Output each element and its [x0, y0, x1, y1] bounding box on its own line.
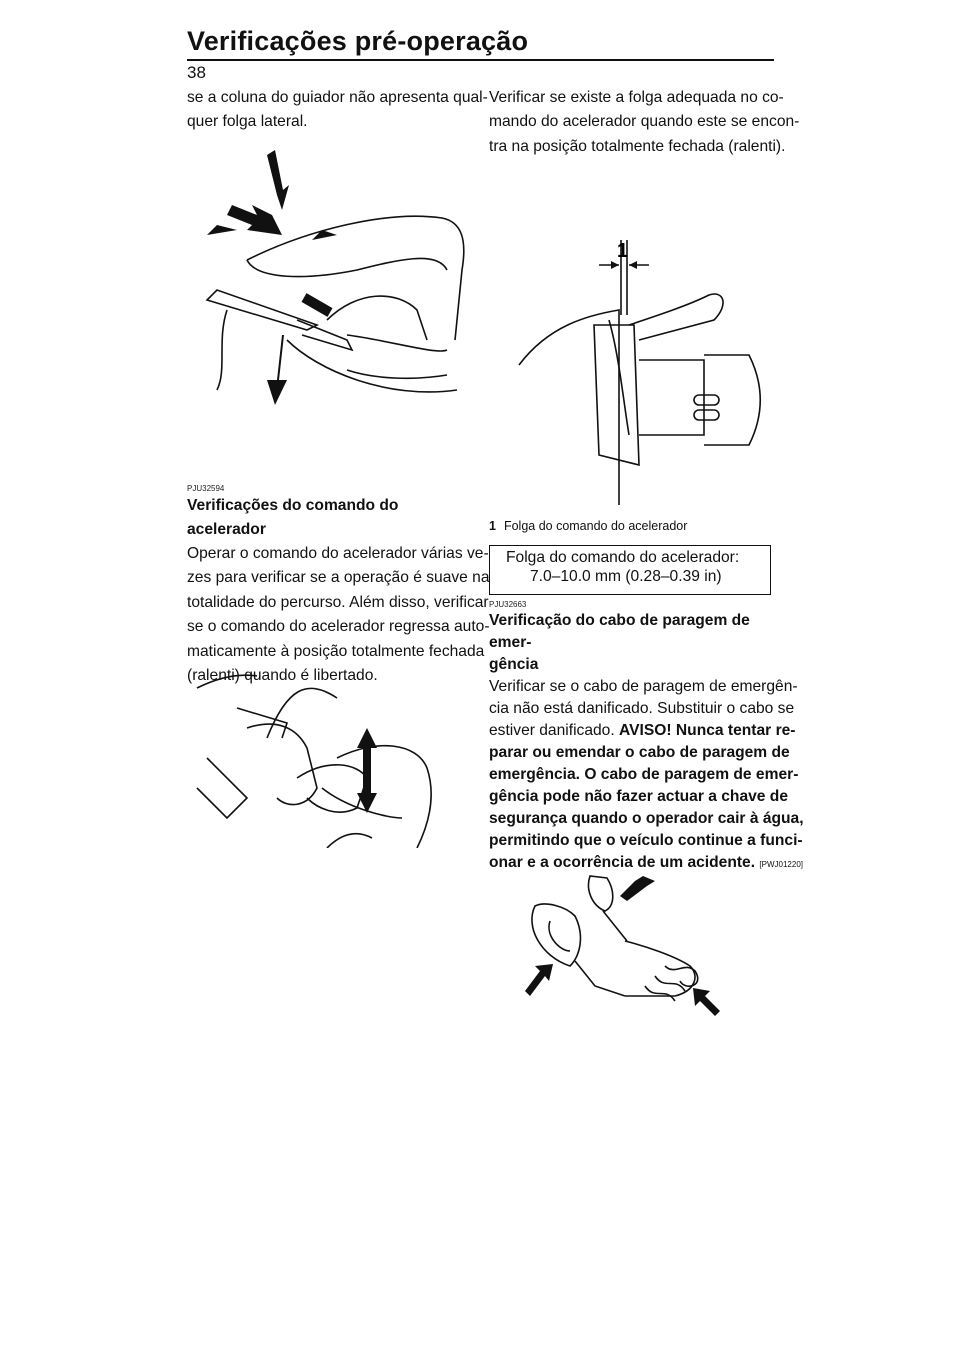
throttle-hand-illustration	[187, 668, 457, 848]
section-code: PJU32663	[489, 600, 527, 609]
page-number: 38	[187, 63, 206, 82]
text-line: (ralenti) quando é libertado.	[187, 666, 378, 684]
arrow-icon	[525, 964, 553, 996]
text-line: se a coluna do guiador não apresenta qual-	[187, 89, 488, 106]
warning-code: [PWJ01220]	[759, 860, 803, 869]
section-emergency-cord	[489, 600, 804, 874]
warning-line: parar ou emendar o cabo de paragem de	[489, 744, 790, 761]
text-line: se o comando do acelerador regressa auto-	[187, 618, 490, 636]
caption-text: Folga do comando do acelerador	[503, 519, 688, 533]
emergency-cord-illustration	[515, 866, 730, 1026]
warning-line: gência pode não fazer actuar a chave de	[489, 788, 788, 805]
left-intro	[187, 86, 488, 135]
spec-value: 7.0–10.0 mm (0.28–0.39 in)	[530, 568, 722, 585]
section-throttle	[187, 484, 490, 688]
section-heading: Verificações do comando do acelerador	[187, 497, 399, 538]
figure-caption	[489, 519, 687, 533]
throttle-freeplay-illustration	[489, 160, 773, 515]
spec-label: Folga do comando do acelerador:	[506, 549, 740, 566]
section-code: PJU32594	[187, 484, 225, 493]
text-line: mando do acelerador quando este se encon-	[489, 113, 800, 131]
text-line: Verificar se existe a folga adequada no co-	[489, 89, 784, 106]
page-title: Verificações pré-operação	[187, 26, 529, 56]
warning-line: emergência. O cabo de paragem de emer-	[489, 766, 799, 783]
arrow-icon	[620, 876, 655, 901]
text-line	[489, 720, 796, 742]
section-heading: gência	[489, 656, 539, 673]
text-line: Verificar se o cabo de paragem de emergên-	[489, 678, 798, 695]
text-line: maticamente à posição totalmente fechada	[187, 642, 485, 660]
section-heading: Verificação do cabo de paragem de emer-	[489, 612, 750, 651]
title-rule	[187, 59, 774, 61]
caption-number: 1	[489, 519, 496, 533]
spec-box	[489, 545, 771, 595]
warning-text: onar e a ocorrência de um acidente.	[489, 854, 756, 871]
warning-line: permitindo que o veículo continue a funci-	[489, 832, 803, 849]
text-line: tra na posição totalmente fechada (ralenti).	[489, 137, 786, 155]
figure-label: 1	[617, 240, 629, 262]
warning-text: AVISO! Nunca tentar re-	[619, 722, 796, 739]
arrow-icon	[693, 988, 720, 1016]
handlebar-illustration	[187, 140, 467, 480]
text-line: quer folga lateral.	[187, 113, 308, 131]
text-line: cia não está danificado. Substituir o cabo se	[489, 700, 795, 717]
arrow-icon	[227, 205, 282, 235]
right-intro	[489, 86, 800, 159]
text-normal: estiver danificado.	[489, 722, 620, 739]
text-line: Operar o comando do acelerador várias ve-	[187, 545, 489, 562]
text-line: zes para verificar se a operação é suave na	[187, 569, 490, 587]
text-line: totalidade do percurso. Além disso, verificar	[187, 593, 489, 611]
warning-line: segurança quando o operador cair à água,	[489, 810, 804, 827]
